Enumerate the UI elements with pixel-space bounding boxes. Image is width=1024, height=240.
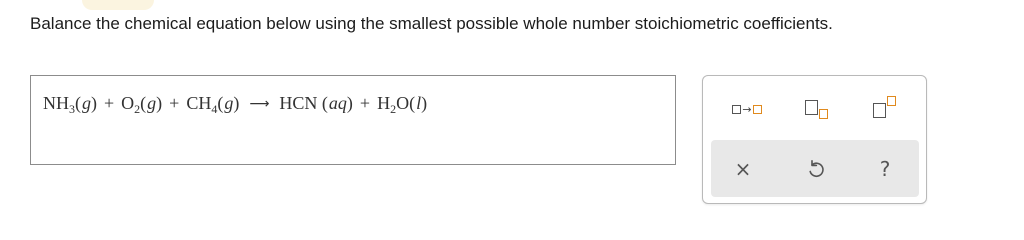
- subscript-button[interactable]: [796, 96, 836, 122]
- reaction-arrow-icon: →: [742, 102, 752, 116]
- clear-icon: ×: [734, 156, 752, 181]
- equation-tool-palette: [702, 75, 927, 204]
- product-hcn: HCN ( aq ): [279, 93, 353, 113]
- box-icon: [732, 105, 741, 114]
- insert-reaction-arrow-button[interactable]: [725, 98, 769, 120]
- clear-button[interactable]: [713, 140, 773, 197]
- undo-button[interactable]: [786, 140, 846, 197]
- help-button[interactable]: [855, 140, 915, 197]
- plus-sign: +: [169, 93, 180, 113]
- palette-insert-row: [703, 76, 926, 140]
- superscript-icon: [871, 96, 899, 120]
- product-h2o: H $_2$ O ( l ): [377, 93, 428, 116]
- help-icon: ?: [879, 156, 891, 181]
- superscript-button[interactable]: [865, 94, 905, 122]
- top-tab: [82, 0, 154, 10]
- plus-sign: +: [359, 93, 371, 113]
- reaction-arrow: ⟶: [249, 96, 270, 112]
- equation-answer-box[interactable]: [30, 75, 676, 165]
- reactant-nh3: NH $_3$ ( g ): [43, 93, 97, 116]
- reactant-o2: O $_2$ ( g ): [121, 93, 163, 116]
- chemical-equation: [43, 93, 427, 114]
- question-instructions: Balance the chemical equation below using the smallest possible whole number stoichiometric coefficients.: [30, 14, 833, 33]
- subscript-icon: [803, 98, 829, 120]
- box-icon: [753, 105, 762, 114]
- plus-sign: +: [104, 93, 115, 113]
- palette-action-row: [711, 140, 919, 197]
- reactant-ch4: CH $_4$ ( g ): [186, 93, 240, 116]
- undo-icon: [807, 159, 825, 179]
